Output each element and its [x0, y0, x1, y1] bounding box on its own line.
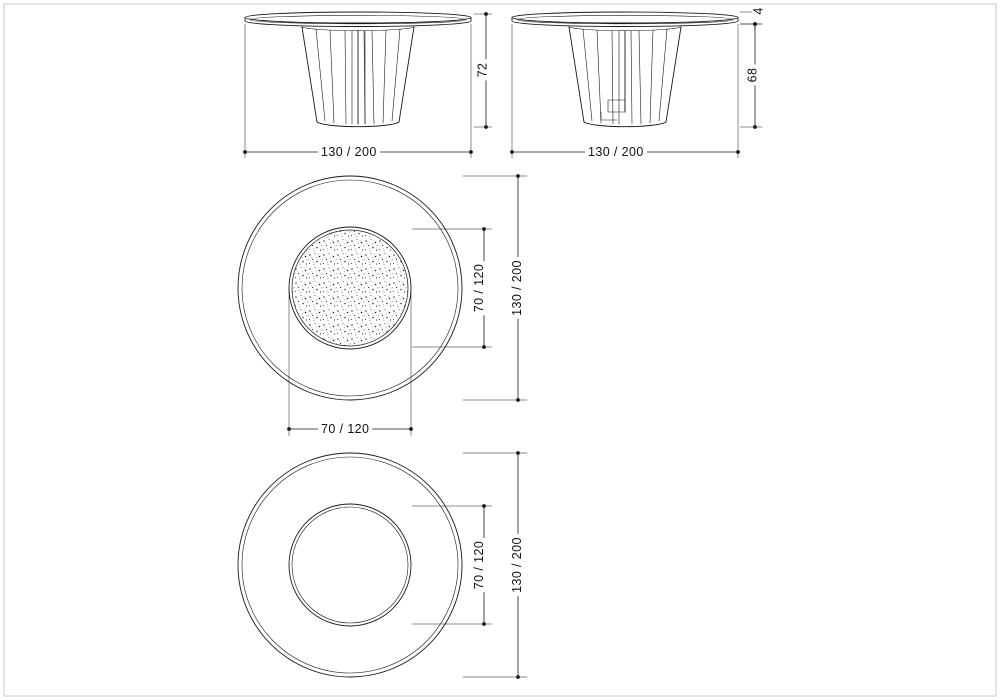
dim-label-bottom-inner-vertical: 70 / 120: [472, 538, 486, 592]
dim-label-top-inner-horizontal: 70 / 120: [318, 422, 372, 436]
dim-label-left-width: 130 / 200: [318, 145, 380, 159]
right-elevation-top-slab: [512, 12, 738, 27]
left-elevation-top-slab: [245, 12, 471, 26]
left-elevation-base: [302, 27, 414, 127]
dim-label-right-width: 130 / 200: [585, 145, 647, 159]
dim-label-top-inner-vertical: 70 / 120: [472, 261, 486, 315]
marble-inlay: [292, 230, 408, 346]
bottom-view-plan: [238, 453, 462, 677]
right-elevation-base: [569, 27, 681, 127]
top-view-plan: [238, 176, 462, 400]
dim-label-bottom-outer-vertical: 130 / 200: [510, 534, 524, 596]
dim-label-left-height: 72: [475, 60, 489, 81]
dim-label-right-height: 68: [745, 65, 759, 86]
dim-label-top-outer-vertical: 130 / 200: [510, 257, 524, 319]
dim-label-right-thickness: 4: [752, 4, 766, 17]
